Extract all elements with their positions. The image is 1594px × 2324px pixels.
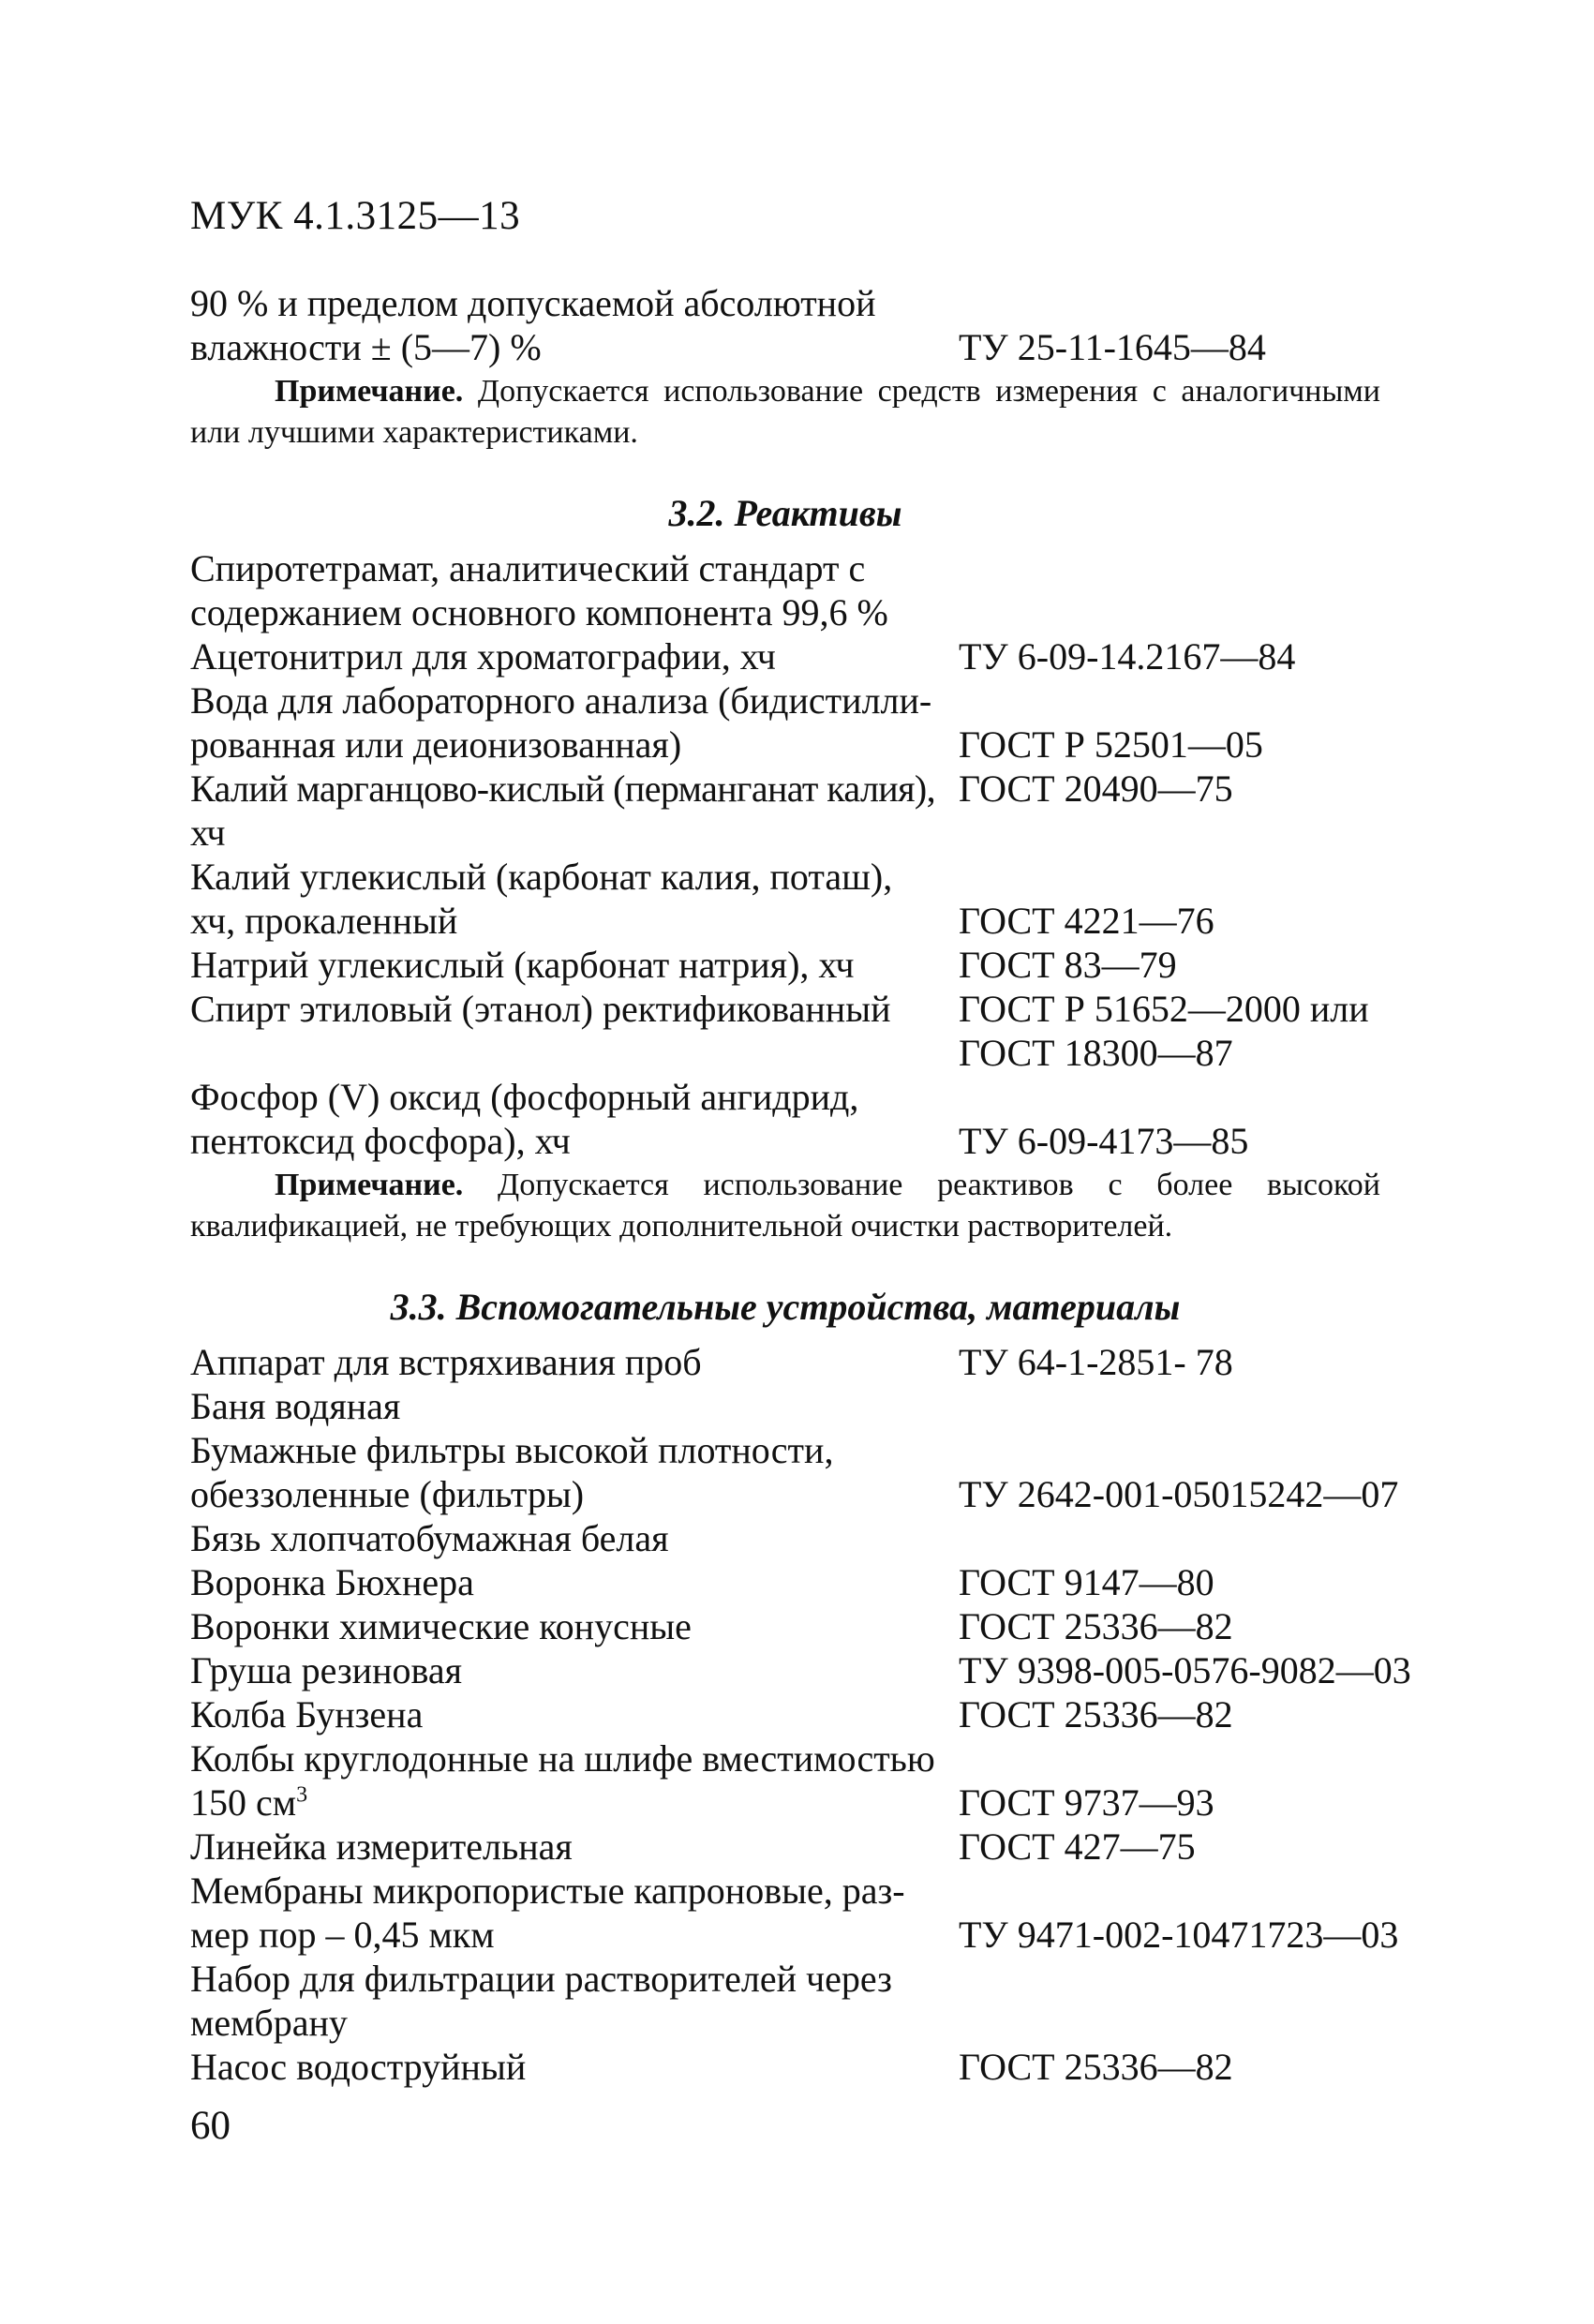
item-name [190, 325, 959, 369]
item-name-text: Колба Бунзена [190, 1693, 424, 1736]
item-name [190, 2001, 959, 2045]
list-item [190, 1428, 1437, 1472]
item-name [190, 943, 959, 987]
item-standard [959, 1075, 1437, 1119]
section-title-materials: 3.3. Вспомогательные устройства, материалы [390, 1286, 1181, 1328]
list-item [190, 1472, 1437, 1516]
item-standard [959, 678, 1437, 723]
item-name [190, 2045, 959, 2089]
materials-list [190, 1340, 1437, 2089]
item-name [190, 1031, 959, 1075]
list-item [190, 1384, 1437, 1428]
item-name [190, 1957, 959, 2001]
item-name-text: Калий марганцово-кислый (перманганат калия), хч [190, 767, 936, 854]
document-header: МУК 4.1.3125—13 [190, 194, 521, 238]
item-standard [959, 1736, 1437, 1780]
item-name-text: 90 % и пределом допускаемой абсолютной [190, 282, 876, 324]
item-name-text: Фосфор (V) оксид (фосфорный ангидрид, [190, 1076, 859, 1118]
item-standard [959, 590, 1437, 634]
item-name-text: содержанием основного компонента 99,6 % [190, 591, 888, 633]
item-standard: ГОСТ 9737—93 [959, 1781, 1214, 1824]
item-name [190, 1119, 959, 1163]
instruments-continuation [190, 281, 1437, 369]
list-item [190, 1780, 1437, 1825]
superscript: 3 [296, 1782, 308, 1808]
item-standard [959, 1869, 1437, 1913]
item-name [190, 1736, 959, 1780]
note-text: Допускается использование средств измерения с аналогичными или лучшими характеристиками. [190, 374, 1381, 450]
list-item [190, 1736, 1437, 1780]
item-standard: ГОСТ 25336—82 [959, 2046, 1233, 2088]
item-name [190, 855, 959, 899]
list-item [190, 1692, 1437, 1736]
item-standard: ГОСТ Р 51652—2000 или [959, 988, 1369, 1030]
list-item [190, 1516, 1437, 1560]
item-name-text: Аппарат для встряхивания проб [190, 1341, 702, 1383]
item-name-text: Колбы круглодонные на шлифе вместимостью [190, 1737, 935, 1780]
list-item [190, 1604, 1437, 1648]
item-name [190, 546, 959, 590]
list-item [190, 1031, 1437, 1075]
item-standard: ГОСТ 4221—76 [959, 900, 1214, 942]
list-item [190, 678, 1437, 723]
list-item [190, 2001, 1437, 2045]
item-standard [959, 1957, 1437, 2001]
item-name-text: Спиротетрамат, аналитический стандарт с [190, 547, 866, 589]
list-item [190, 1957, 1437, 2001]
item-standard: ТУ 64-1-2851- 78 [959, 1341, 1233, 1383]
item-name [190, 634, 959, 678]
list-item [190, 325, 1437, 369]
item-standard [959, 1384, 1437, 1428]
item-standard: ГОСТ 18300—87 [959, 1032, 1233, 1074]
note-label: Примечание. [275, 374, 464, 409]
item-name [190, 1780, 959, 1825]
item-name-text: обеззоленные (фильтры) [190, 1473, 585, 1515]
note-instruments [190, 371, 1380, 454]
item-name [190, 678, 959, 723]
list-item [190, 590, 1437, 634]
item-name-text: Бумажные фильтры высокой плотности, [190, 1429, 834, 1471]
item-name [190, 1516, 959, 1560]
item-name [190, 1648, 959, 1692]
item-name-text: Ацетонитрил для хроматографии, хч [190, 635, 776, 678]
list-item [190, 987, 1437, 1031]
item-standard: ГОСТ 25336—82 [959, 1605, 1233, 1647]
list-item [190, 1648, 1437, 1692]
item-name [190, 987, 959, 1031]
note-reagents [190, 1165, 1380, 1247]
list-item [190, 1913, 1437, 1957]
list-item [190, 1119, 1437, 1163]
item-name [190, 1428, 959, 1472]
item-standard [959, 546, 1437, 590]
list-item [190, 1869, 1437, 1913]
item-standard: ГОСТ 83—79 [959, 944, 1177, 986]
section-title-reagents: 3.2. Реактивы [668, 492, 902, 534]
item-name-text: Натрий углекислый (карбонат натрия), хч [190, 944, 855, 986]
list-item [190, 281, 1437, 325]
item-name-text: Баня водяная [190, 1385, 401, 1427]
item-name [190, 1869, 959, 1913]
item-standard: ГОСТ 25336—82 [959, 1693, 1233, 1736]
list-item [190, 723, 1437, 767]
list-item [190, 1560, 1437, 1604]
item-name [190, 1913, 959, 1957]
item-name-text: хч, прокаленный [190, 900, 458, 942]
item-name-text: Насос водоструйный [190, 2046, 527, 2088]
item-standard: ГОСТ 9147—80 [959, 1561, 1214, 1603]
item-standard: ТУ 2642-001-05015242—07 [959, 1473, 1399, 1515]
item-name-text: Калий углекислый (карбонат калия, поташ), [190, 856, 893, 898]
list-item [190, 546, 1437, 590]
list-item [190, 1075, 1437, 1119]
item-name-text: влажности ± (5—7) % [190, 326, 542, 368]
item-standard: ТУ 6-09-4173—85 [959, 1120, 1249, 1162]
item-standard: ТУ 9398-005-0576-9082—03 [959, 1649, 1411, 1691]
item-name [190, 899, 959, 943]
reagents-list [190, 546, 1437, 1163]
item-standard: ТУ 25-11-1645—84 [959, 326, 1266, 368]
item-name-text: Груша резиновая [190, 1649, 462, 1691]
list-item [190, 943, 1437, 987]
item-name [190, 281, 959, 325]
item-standard: ТУ 6-09-14.2167—84 [959, 635, 1296, 678]
item-standard [959, 2001, 1437, 2045]
item-name-text: 150 см [190, 1781, 297, 1824]
item-name [190, 1472, 959, 1516]
item-standard: ТУ 9471-002-10471723—03 [959, 1914, 1399, 1956]
item-standard [959, 1428, 1437, 1472]
item-name-text: Спирт этиловый (этанол) ректификованный [190, 988, 891, 1030]
item-standard [959, 855, 1437, 899]
list-item [190, 2045, 1437, 2089]
item-name [190, 723, 959, 767]
item-name [190, 1825, 959, 1869]
page-number: 60 [190, 2104, 231, 2148]
item-name-text: мер пор – 0,45 мкм [190, 1914, 495, 1956]
document-content [190, 281, 1437, 2089]
item-name-text: Воронка Бюхнера [190, 1561, 474, 1603]
note-label: Примечание. [275, 1168, 464, 1202]
item-name-text: мембрану [190, 2002, 348, 2044]
item-standard: ГОСТ 427—75 [959, 1825, 1196, 1868]
item-name [190, 1560, 959, 1604]
item-name-text: Вода для лабораторного анализа (бидистилли- [190, 679, 932, 722]
item-standard [959, 281, 1437, 325]
list-item [190, 634, 1437, 678]
item-standard: ГОСТ Р 52501—05 [959, 723, 1263, 766]
item-standard: ГОСТ 20490—75 [959, 767, 1233, 810]
item-name-text: рованная или деионизованная) [190, 723, 682, 766]
item-name-text: Мембраны микропористые капроновые, раз- [190, 1870, 905, 1912]
item-name [190, 1075, 959, 1119]
list-item [190, 899, 1437, 943]
item-name [190, 1340, 959, 1384]
item-name-text: Набор для фильтрации растворителей через [190, 1958, 892, 2000]
item-name [190, 590, 959, 634]
item-name-text: Бязь хлопчатобумажная белая [190, 1517, 669, 1559]
list-item [190, 1340, 1437, 1384]
item-name [190, 767, 959, 855]
list-item [190, 1825, 1437, 1869]
item-standard [959, 1516, 1437, 1560]
item-name-text: Воронки химические конусные [190, 1605, 692, 1647]
item-name [190, 1692, 959, 1736]
list-item [190, 855, 1437, 899]
item-name [190, 1604, 959, 1648]
item-name [190, 1384, 959, 1428]
list-item [190, 767, 1437, 855]
item-name-text: Линейка измерительная [190, 1825, 573, 1868]
item-name-text: пентоксид фосфора), хч [190, 1120, 571, 1162]
note-text: Допускается использование реактивов с более высокой квалификацией, не требующих дополнительной очистки растворителей. [190, 1168, 1381, 1244]
